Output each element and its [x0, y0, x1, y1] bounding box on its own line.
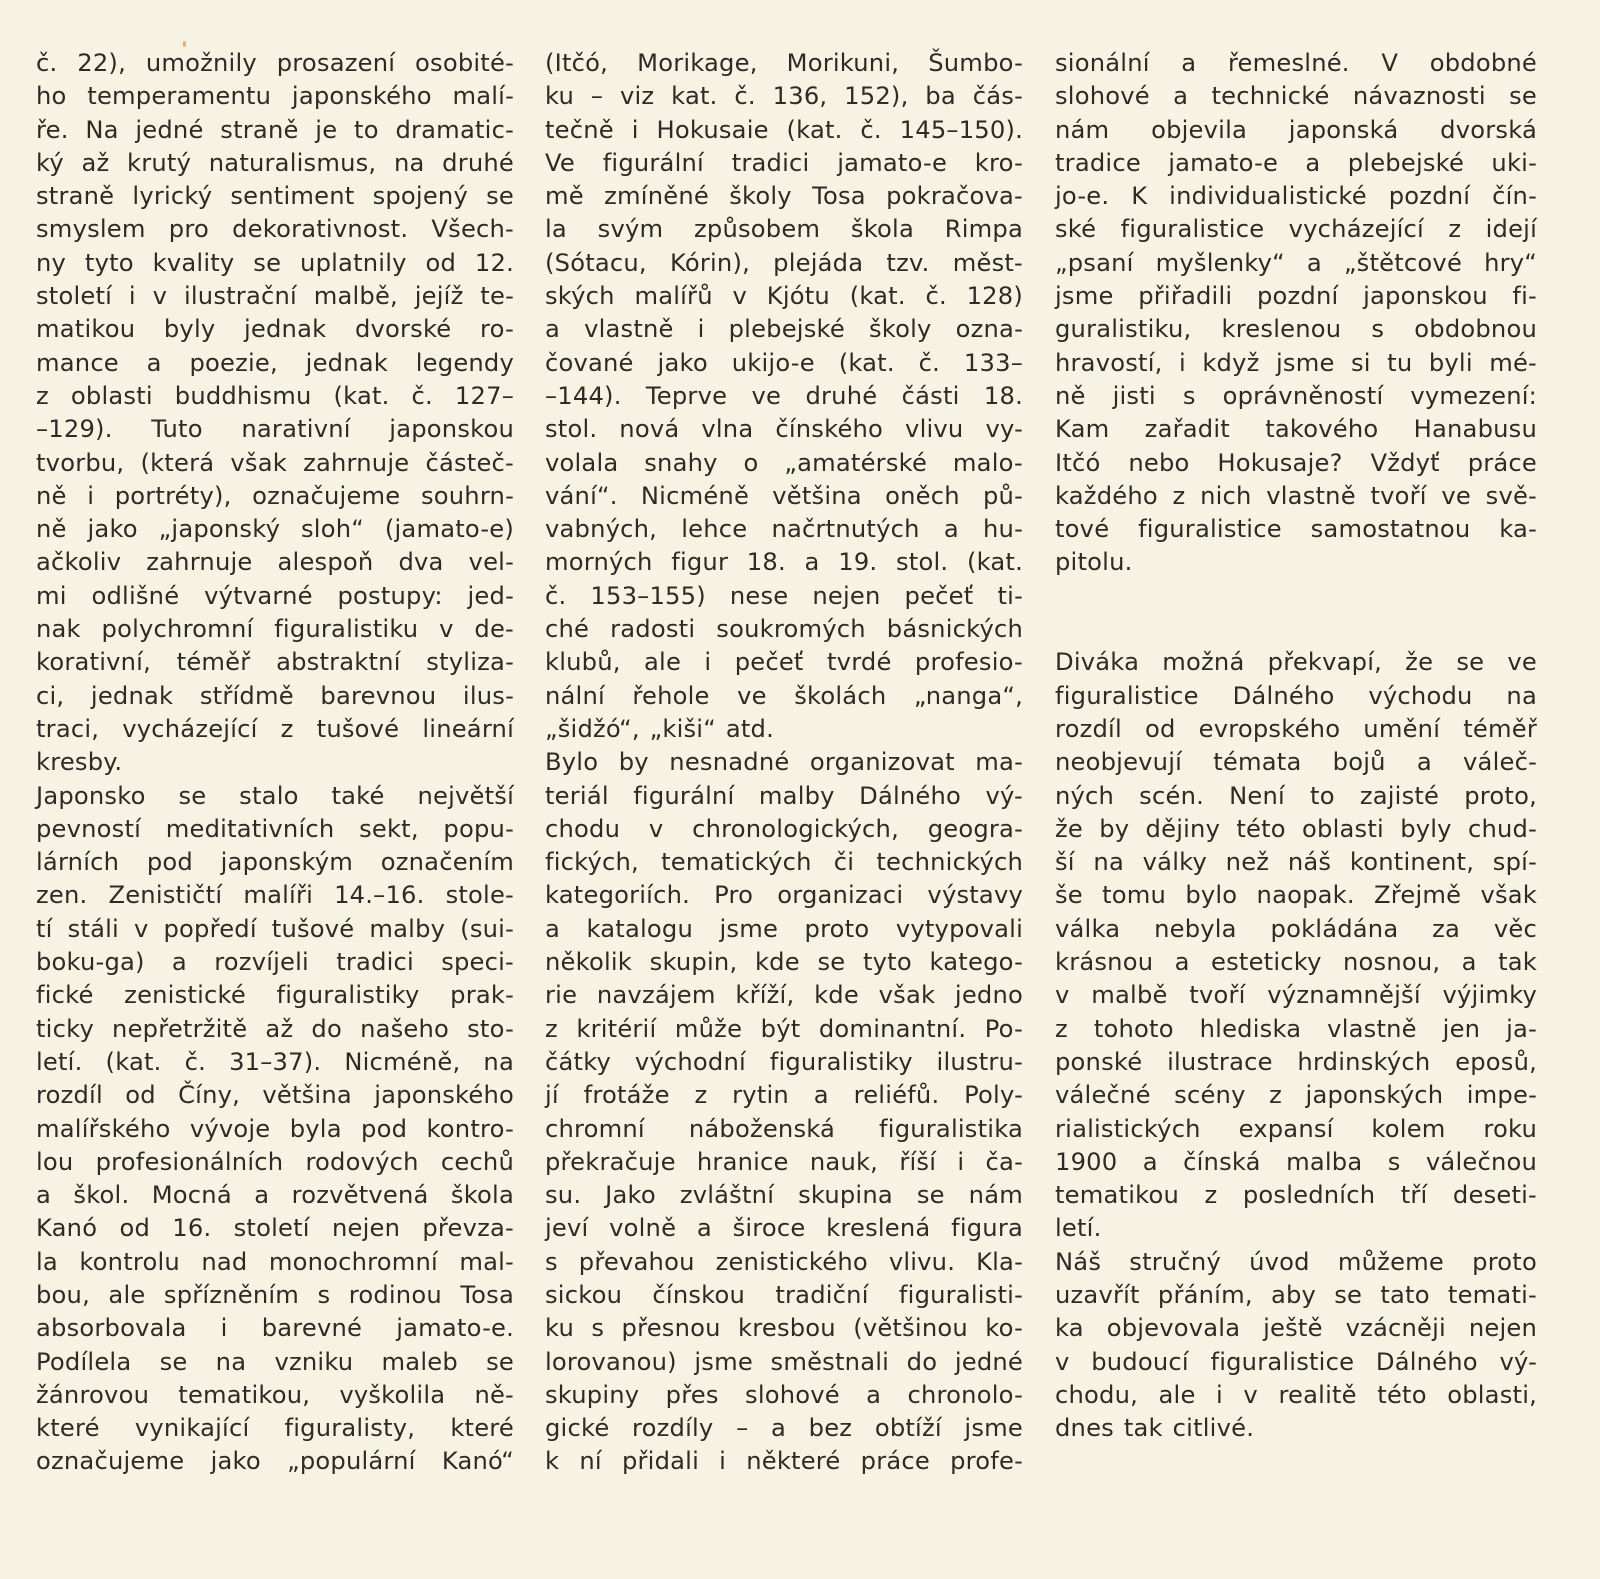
text-line: neobjevují témata bojů a váleč- — [1055, 748, 1537, 777]
text-line: k ní přidali i některé práce profe- — [545, 1447, 1023, 1476]
text-line: sickou čínskou tradiční figuralisti- — [545, 1280, 1023, 1309]
text-line: jo-e. K individualistické pozdní čín- — [1055, 182, 1537, 211]
text-line: válka nebyla pokládána za věc — [1055, 914, 1537, 943]
text-line: ku s přesnou kresbou (většinou ko- — [545, 1314, 1023, 1343]
text-line: pitolu. — [1055, 548, 1133, 577]
text-line: volala snahy o „amatérské malo- — [545, 448, 1023, 477]
text-line: „šidžó“, „kiši“ atd. — [545, 714, 774, 743]
text-line: ší na války než náš kontinent, spí- — [1055, 848, 1537, 877]
text-line: ku – viz kat. č. 136, 152), ba čás- — [545, 82, 1023, 111]
text-line: ponské ilustrace hrdinských eposů, — [1055, 1047, 1537, 1076]
paragraph — [36, 780, 514, 1479]
text-line: žánrovou tematikou, vyškolila ně- — [36, 1380, 514, 1409]
text-line: které vynikající figuralisty, které — [36, 1414, 514, 1443]
text-line: vabných, lehce načrtnutých a hu- — [545, 515, 1023, 544]
text-line: ticky nepřetržitě až do našeho sto- — [36, 1014, 514, 1043]
text-line: še tomu bylo naopak. Zřejmě však — [1055, 881, 1537, 910]
text-line: mi odlišné výtvarné postupy: jed- — [36, 581, 514, 610]
text-line: z kritérií může být dominantní. Po- — [545, 1014, 1023, 1043]
text-line: la kontrolu nad monochromní mal- — [36, 1247, 514, 1276]
text-line: jí frotáže z rytin a reliéfů. Poly- — [545, 1081, 1023, 1110]
text-line: boku-ga) a rozvíjeli tradici speci- — [36, 948, 514, 977]
paragraph — [1055, 47, 1537, 580]
text-line: ny tyto kvality se uplatnily od 12. — [36, 248, 514, 277]
paragraph — [36, 47, 514, 780]
text-line: rozdíl od Číny, většina japonského — [36, 1081, 514, 1110]
text-line: sionální a řemeslné. V obdobné — [1055, 49, 1537, 77]
text-line: každého z nich vlastně tvoří ve svě- — [1055, 481, 1537, 510]
text-line: kategoriích. Pro organizaci výstavy — [545, 881, 1023, 910]
text-line: morných figur 18. a 19. stol. (kat. — [545, 548, 1023, 577]
text-line: teriál figurální malby Dálného vý- — [545, 781, 1023, 810]
text-line: ské figuralistice vycházející z idejí — [1055, 215, 1537, 244]
text-line: Itčó nebo Hokusaje? Vždyť práce — [1055, 448, 1537, 477]
text-line: tradice jamato-e a plebejské uki- — [1055, 148, 1537, 177]
text-line: tvorbu, (která však zahrnuje částeč- — [36, 448, 514, 477]
text-line: traci, vycházející z tušové lineární — [36, 714, 514, 743]
text-line: Kanó od 16. století nejen převza- — [36, 1214, 514, 1243]
text-line: Kam zařadit takového Hanabusu — [1055, 415, 1537, 444]
text-line: matikou byly jednak dvorské ro- — [36, 315, 514, 344]
text-line: fických, tematických či technických — [545, 848, 1023, 877]
text-line: lárních pod japonským označením — [36, 848, 514, 877]
text-column-2 — [545, 47, 1023, 1479]
text-line: smyslem pro dekorativnost. Všech- — [36, 215, 514, 244]
text-line: v malbě tvoří významnější výjimky — [1055, 981, 1537, 1010]
text-line: čované jako ukijo-e (kat. č. 133– — [545, 348, 1023, 377]
text-line: ně jako „japonský sloh“ (jamato-e) — [36, 515, 514, 544]
paragraph — [545, 746, 1023, 1479]
text-line: malířského vývoje byla pod kontro- — [36, 1114, 514, 1143]
text-line: klubů, ale i pečeť tvrdé profesio- — [545, 648, 1023, 677]
text-line: letí. (kat. č. 31–37). Nicméně, na — [36, 1047, 514, 1076]
text-line: nak polychromní figuralistiku v de- — [36, 615, 514, 644]
text-line: ký až krutý naturalismus, na druhé — [36, 148, 514, 177]
paragraph — [1055, 1246, 1537, 1446]
paragraph — [545, 47, 1023, 746]
text-line: ačkoliv zahrnuje alespoň dva vel- — [36, 548, 514, 577]
text-line: hravostí, i když jsme si tu byli mé- — [1055, 348, 1537, 377]
text-line: stol. nová vlna čínského vlivu vy- — [545, 415, 1023, 444]
text-line: dnes tak citlivé. — [1055, 1414, 1255, 1443]
text-line: pevností meditativních sekt, popu- — [36, 814, 514, 843]
text-line: lorovanou) jsme směstnali do jedné — [545, 1347, 1023, 1376]
text-line: z tohoto hlediska vlastně jen ja- — [1055, 1014, 1537, 1043]
text-line: slohové a technické návaznosti se — [1055, 82, 1537, 111]
text-line: překračuje hranice nauk, říší i ča- — [545, 1147, 1023, 1176]
text-line: straně lyrický sentiment spojený se — [36, 182, 514, 211]
text-line: ho temperamentu japonského malí- — [36, 82, 514, 111]
text-line: lou profesionálních rodových cechů — [36, 1147, 514, 1176]
text-line: ře. Na jedné straně je to dramatic- — [36, 115, 514, 144]
text-line: guralistiku, kreslenou s obdobnou — [1055, 315, 1537, 344]
text-line: tečně i Hokusaie (kat. č. 145–150). — [545, 115, 1023, 144]
text-line: krásnou a esteticky nosnou, a tak — [1055, 948, 1537, 977]
text-line: označujeme jako „populární Kanó“ — [36, 1447, 514, 1476]
text-line: fické zenistické figuralistiky prak- — [36, 981, 514, 1010]
text-line: ných scén. Není to zajisté proto, — [1055, 781, 1537, 810]
text-line: chromní náboženská figuralistika — [545, 1114, 1023, 1143]
text-line: chodu, ale i v realitě této oblasti, — [1055, 1380, 1537, 1409]
text-column-1 — [36, 47, 514, 1479]
text-line: chodu v chronologických, geogra- — [545, 814, 1023, 843]
text-line: ských malířů v Kjótu (kat. č. 128) — [545, 282, 1023, 311]
text-line: Podílela se na vzniku maleb se — [36, 1347, 514, 1376]
text-line: uzavřít přáním, aby se tato temati- — [1055, 1280, 1537, 1309]
text-line: jeví volně a široce kreslená figura — [545, 1214, 1023, 1243]
text-line: z oblasti buddhismu (kat. č. 127– — [36, 381, 514, 410]
text-line: absorbovala i barevné jamato-e. — [36, 1314, 514, 1343]
text-line: ně jisti s oprávněností vymezení: — [1055, 381, 1537, 410]
text-line: Náš stručný úvod můžeme proto — [1055, 1247, 1537, 1276]
text-line: ci, jednak střídmě barevnou ilus- — [36, 681, 514, 710]
text-line: rie navzájem kříží, kde však jedno — [545, 981, 1023, 1010]
text-line: ka objevovala ještě vzácněji nejen — [1055, 1314, 1537, 1343]
text-line: č. 153–155) nese nejen pečeť ti- — [545, 581, 1023, 610]
paragraph — [1055, 646, 1537, 1245]
text-line: korativní, téměř abstraktní styliza- — [36, 648, 514, 677]
text-line: –144). Teprve ve druhé části 18. — [545, 381, 1023, 410]
text-line: tí stáli v popředí tušové malby (sui- — [36, 914, 514, 943]
text-line: skupiny přes slohové a chronolo- — [545, 1380, 1023, 1409]
text-line: že by dějiny této oblasti byly chud- — [1055, 814, 1537, 843]
text-line: letí. — [1055, 1214, 1102, 1243]
text-line: válečné scény z japonských impe- — [1055, 1081, 1537, 1110]
text-line: la svým způsobem škola Rimpa — [545, 215, 1023, 244]
text-line: –129). Tuto narativní japonskou — [36, 415, 514, 444]
text-line: tematikou z posledních tří deseti- — [1055, 1181, 1537, 1210]
paragraph-gap — [1055, 580, 1537, 647]
text-line: kresby. — [36, 748, 123, 777]
text-line: nám objevila japonská dvorská — [1055, 115, 1537, 144]
text-line: století i v ilustrační malbě, jejíž te- — [36, 282, 514, 311]
text-line: ně i portréty), označujeme souhrn- — [36, 481, 514, 510]
text-line: vání“. Nicméně většina oněch pů- — [545, 481, 1023, 510]
text-line: rozdíl od evropského umění téměř — [1055, 714, 1537, 743]
text-line: (Itčó, Morikage, Morikuni, Šumbo- — [545, 49, 1023, 77]
text-line: v budoucí figuralistice Dálného vý- — [1055, 1347, 1537, 1376]
text-line: jsme přiřadili pozdní japonskou fi- — [1055, 282, 1537, 311]
text-line: s převahou zenistického vlivu. Kla- — [545, 1247, 1023, 1276]
text-line: zen. Zenističtí malíři 14.–16. stole- — [36, 881, 514, 910]
text-line: nální řehole ve školách „nanga“, — [545, 681, 1023, 710]
text-line: su. Jako zvláštní skupina se nám — [545, 1181, 1023, 1210]
text-line: a vlastně i plebejské školy ozna- — [545, 315, 1023, 344]
text-line: několik skupin, kde se tyto katego- — [545, 948, 1023, 977]
text-line: Diváka možná překvapí, že se ve — [1055, 648, 1537, 677]
text-line: 1900 a čínská malba s válečnou — [1055, 1147, 1537, 1176]
text-line: č. 22), umožnily prosazení osobité- — [36, 49, 514, 77]
text-column-3 — [1055, 47, 1537, 1445]
text-line: bou, ale spřízněním s rodinou Tosa — [36, 1280, 514, 1309]
text-line: gické rozdíly – a bez obtíží jsme — [545, 1414, 1023, 1443]
text-line: a škol. Mocná a rozvětvená škola — [36, 1181, 514, 1210]
text-line: (Sótacu, Kórin), plejáda tzv. měst- — [545, 248, 1023, 277]
text-line: tové figuralistice samostatnou ka- — [1055, 515, 1537, 544]
text-line: ché radosti soukromých básnických — [545, 615, 1023, 644]
text-line: „psaní myšlenky“ a „štětcové hry“ — [1055, 248, 1537, 277]
text-line: mě zmíněné školy Tosa pokračova- — [545, 182, 1023, 211]
text-line: mance a poezie, jednak legendy — [36, 348, 514, 377]
text-line: rialistických expansí kolem roku — [1055, 1114, 1537, 1143]
text-line: Japonsko se stalo také největší — [36, 781, 514, 810]
text-line: Bylo by nesnadné organizovat ma- — [545, 748, 1023, 777]
text-line: figuralistice Dálného východu na — [1055, 681, 1537, 710]
text-line: a katalogu jsme proto vytypovali — [545, 914, 1023, 943]
text-line: čátky východní figuralistiky ilustru- — [545, 1047, 1023, 1076]
text-line: Ve figurální tradici jamato-e kro- — [545, 148, 1023, 177]
